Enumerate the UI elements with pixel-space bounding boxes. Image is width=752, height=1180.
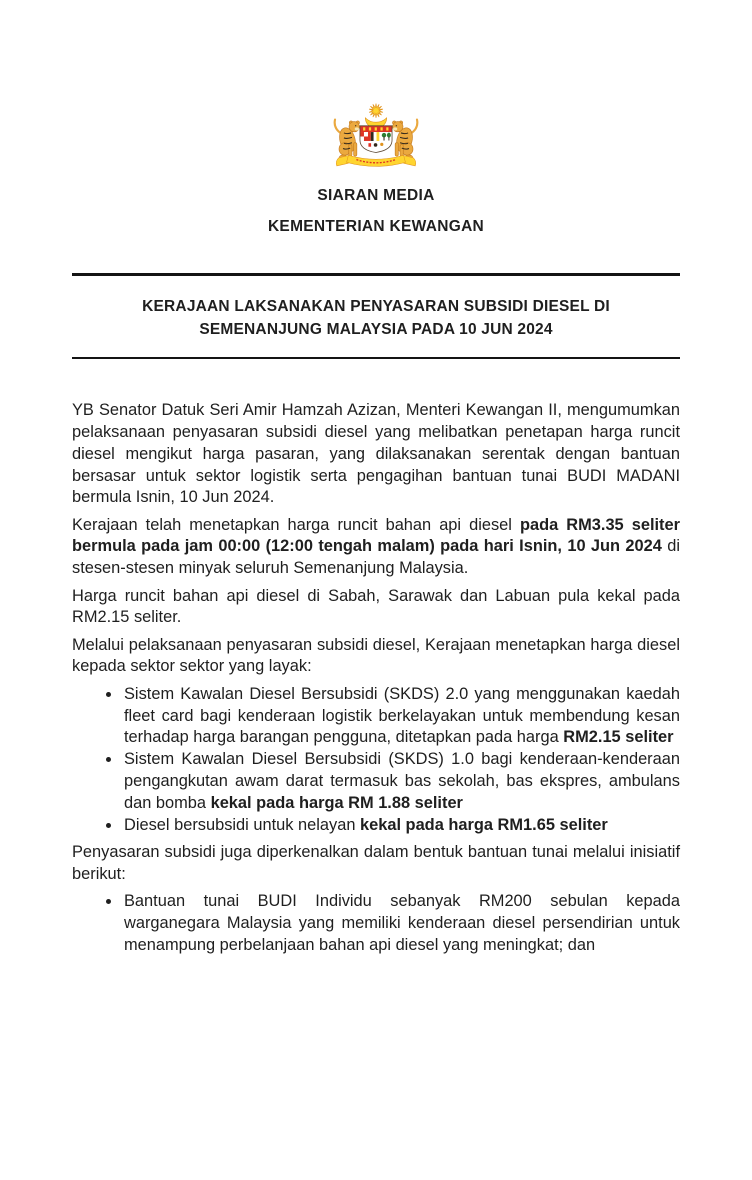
- paragraph-eligible-sectors: Melalui pelaksanaan penyasaran subsidi diesel, Kerajaan menetapkan harga diesel kepada sektor sektor yang layak:: [72, 635, 680, 676]
- list-item-fishermen-bold: kekal pada harga RM1.65 seliter: [359, 815, 608, 834]
- list-item-skds2-text: Sistem Kawalan Diesel Bersubsidi (SKDS) 2.0 yang menggunakan kaedah fleet card bagi kenderaan logistik berkelayakan untuk membendung kesan terhadap harga barangan pengguna, ditetapkan pada harga: [124, 684, 680, 747]
- press-release-page: [0, 100, 752, 1180]
- paragraph-east-malaysia: Harga runcit bahan api diesel di Sabah, Sarawak dan Labuan pula kekal pada RM2.15 seliter.: [72, 586, 680, 627]
- paragraph-retail-price: [72, 515, 680, 580]
- crest-star: [369, 104, 383, 118]
- tiger-supporter-icon: [392, 120, 417, 159]
- list-item-skds1-bold: kekal pada harga RM 1.88 seliter: [210, 793, 463, 812]
- document-title-line2: SEMENANJUNG MALAYSIA PADA 10 JUN 2024: [199, 320, 553, 338]
- document-title: [72, 295, 680, 341]
- press-release-label: SIARAN MEDIA: [317, 187, 435, 204]
- paragraph-announcement: YB Senator Datuk Seri Amir Hamzah Azizan, Menteri Kewangan II, mengumumkan pelaksanaan penyasaran subsidi diesel yang melibatkan penetapan harga runcit diesel mengikut harga pasaran, yang dilaksanakan serentak dengan bantuan bersasar untuk sektor logistik serta pengagihan bantuan tunai BUDI MADANI bermula Isnin, 10 Jun 2024.: [72, 401, 680, 507]
- document-body: [72, 400, 680, 956]
- title-rule-bottom: [72, 357, 680, 360]
- crest-banner: [336, 155, 416, 166]
- list-item-budi-individu-text: Bantuan tunai BUDI Individu sebanyak RM200 sebulan kepada warganegara Malaysia yang memiliki kenderaan diesel persendirian untuk menampung perbelanjaan bahan api diesel yang meningkat; dan: [124, 891, 680, 954]
- bullet-list-sectors: [72, 684, 680, 837]
- paragraph-retail-price-bold: pada RM3.35 seliter bermula pada jam 00:00 (12:00 tengah malam) pada hari Isnin, 10 Jun 2024: [72, 515, 681, 556]
- bullet-list-cash-aid: [72, 891, 680, 956]
- document-content: [0, 100, 752, 956]
- list-item-skds2: [122, 684, 680, 749]
- list-item-fishermen-text: Diesel bersubsidi untuk nelayan: [124, 815, 360, 834]
- paragraph-retail-price-text: Kerajaan telah menetapkan harga runcit bahan api diesel: [72, 515, 520, 534]
- list-item-skds1: [122, 749, 680, 814]
- list-item-skds2-bold: RM2.15 seliter: [563, 728, 674, 747]
- ministry-name: KEMENTERIAN KEWANGAN: [267, 218, 485, 235]
- paragraph-retail-price-text-after: di stesen-stesen minyak seluruh Semenanjung Malaysia.: [72, 537, 681, 578]
- masthead: [72, 187, 680, 236]
- document-title-line1: KERAJAAN LAKSANAKAN PENYASARAN SUBSIDI DIESEL DI: [142, 297, 610, 315]
- crest-shield: [360, 126, 392, 153]
- title-rule-top: [72, 273, 680, 276]
- paragraph-cash-aid: Penyasaran subsidi juga diperkenalkan dalam bentuk bantuan tunai melalui inisiatif berikut:: [72, 842, 680, 883]
- malaysia-coat-of-arms-icon: [327, 100, 425, 173]
- list-item-budi-individu: [122, 891, 680, 956]
- list-item-skds1-text: Sistem Kawalan Diesel Bersubsidi (SKDS) 1.0 bagi kenderaan-kenderaan pengangkutan awam darat termasuk bas sekolah, bas ekspres, ambulans dan bomba: [124, 750, 680, 812]
- list-item-fishermen: [122, 815, 680, 837]
